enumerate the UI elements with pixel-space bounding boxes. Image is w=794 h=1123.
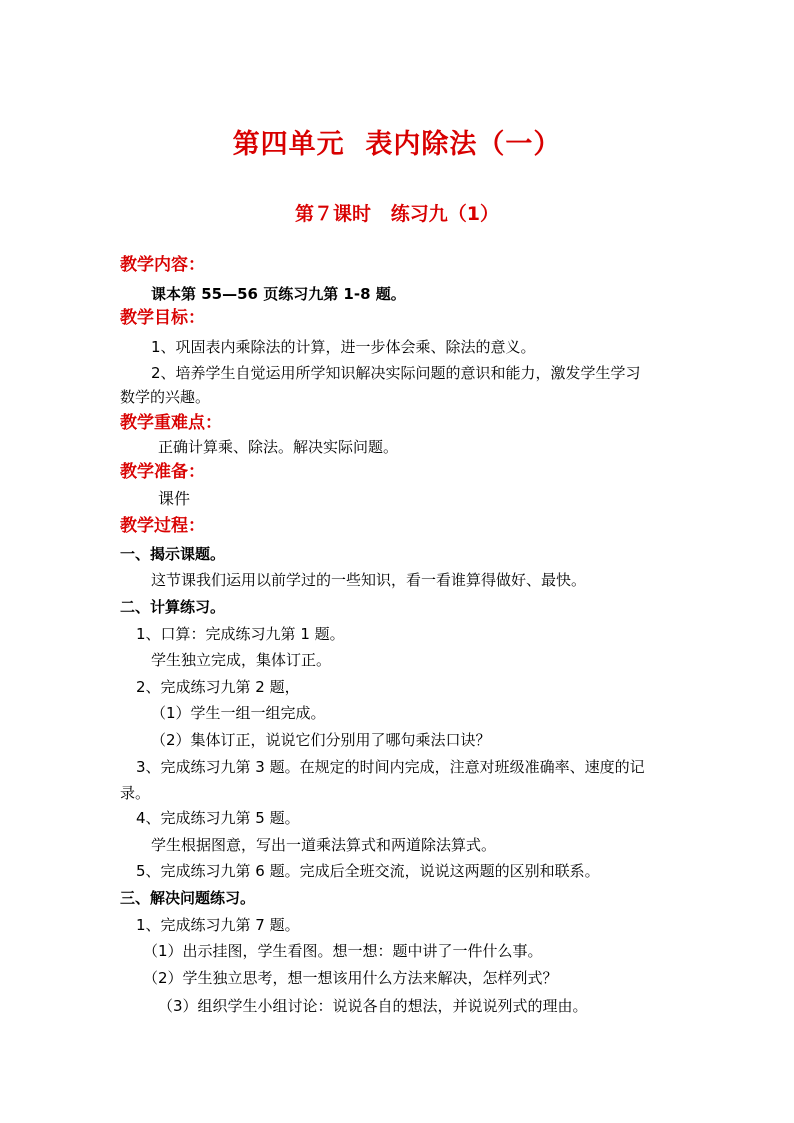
- step-2-item-3-line-2: 录。: [120, 784, 151, 802]
- step-2-title: 二、计算练习。: [120, 598, 226, 616]
- step-2-item-1: 1、口算：完成练习九第 1 题。: [136, 625, 345, 643]
- step-3-item-1-sub-3: （3）组织学生小组讨论：说说各自的想法，并说说列式的理由。: [158, 997, 588, 1015]
- step-2-item-2-sub-2: （2）集体订正，说说它们分别用了哪句乘法口诀？: [151, 731, 491, 749]
- goal-item-1: 1、巩固表内乘除法的计算，进一步体会乘、除法的意义。: [151, 338, 536, 356]
- step-3-item-1: 1、完成练习九第 7 题。: [136, 916, 300, 934]
- heading-process: 教学过程：: [120, 516, 205, 536]
- step-2-item-4: 4、完成练习九第 5 题。: [136, 809, 300, 827]
- step-3-item-1-sub-2: （2）学生独立思考，想一想该用什么方法来解决，怎样列式？: [143, 969, 558, 987]
- step-2-item-4-detail: 学生根据图意，写出一道乘法算式和两道除法算式。: [151, 836, 497, 854]
- unit-title: 第四单元 表内除法（一）: [232, 129, 562, 160]
- step-2-item-1-detail: 学生独立完成，集体订正。: [151, 651, 332, 669]
- goal-item-2-line-2: 数学的兴趣。: [120, 388, 211, 406]
- key-points-text: 正确计算乘、除法。解决实际问题。: [158, 438, 399, 456]
- heading-teaching-goals: 教学目标：: [120, 308, 205, 328]
- goal-item-2-line-1: 2、培养学生自觉运用所学知识解决实际问题的意识和能力，激发学生学习: [151, 364, 641, 382]
- step-3-item-1-sub-1: （1）出示挂图，学生看图。想一想：题中讲了一件什么事。: [143, 942, 543, 960]
- step-1-text: 这节课我们运用以前学过的一些知识，看一看谁算得做好、最快。: [151, 571, 587, 589]
- step-2-item-3-line-1: 3、完成练习九第 3 题。在规定的时间内完成，注意对班级准确率、速度的记: [136, 758, 645, 776]
- step-3-title: 三、解决问题练习。: [120, 889, 256, 907]
- preparation-text: 课件: [158, 489, 191, 508]
- step-2-item-2-sub-1: （1）学生一组一组完成。: [151, 704, 326, 722]
- heading-preparation: 教学准备：: [120, 462, 205, 482]
- lesson-subtitle: 第７课时 练习九（1）: [294, 203, 500, 225]
- step-1-title: 一、揭示课题。: [120, 545, 226, 563]
- teaching-content-text: 课本第 55—56 页练习九第 1-8 题。: [151, 285, 406, 303]
- heading-key-points: 教学重难点：: [120, 413, 222, 433]
- step-2-item-5: 5、完成练习九第 6 题。完成后全班交流，说说这两题的区别和联系。: [136, 862, 600, 880]
- step-2-item-2: 2、完成练习九第 2 题，: [136, 678, 300, 696]
- heading-teaching-content: 教学内容：: [120, 255, 205, 275]
